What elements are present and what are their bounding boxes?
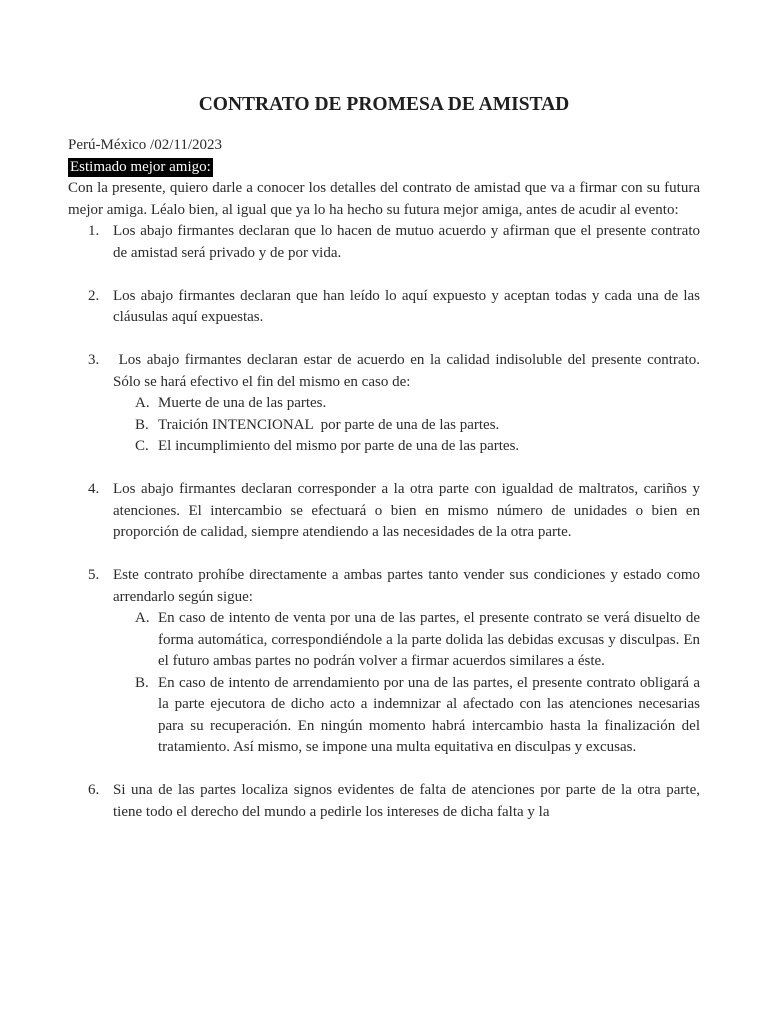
clause-3: [68, 350, 704, 393]
spacer: [68, 544, 700, 566]
clause-6: [68, 780, 700, 823]
date-line: Perú-México /02/11/2023: [68, 137, 223, 153]
intro-paragraph: Con la presente, quiero darle a conocer los detalles del contrato de amistad que va a firmar con su futura mejor amiga. Léalo bien, al igual que ya lo ha hecho su futura mejor amiga, antes de acudir al evento:: [68, 180, 700, 218]
clause-5-sub-b: [68, 673, 700, 759]
clause-text: Si una de las partes localiza signos evidentes de falta de atenciones por parte de la otra parte, tiene todo el derecho del mundo a pedirle los intereses de dicha falta y la: [113, 782, 700, 820]
spacer: [68, 264, 700, 286]
document-title: CONTRATO DE PROMESA DE AMISTAD: [198, 94, 570, 115]
sub-letter: A.: [135, 610, 150, 626]
greeting-highlight: Estimado mejor amigo:: [70, 158, 211, 175]
greeting-line: [68, 157, 700, 179]
sub-letter: B.: [135, 674, 149, 691]
spacer: [68, 329, 700, 351]
clause-number: 5.: [88, 567, 100, 583]
sub-text: En caso de intento de arrendamiento por una de las partes, el presente contrato obligará a la parte ejecutora de dicho acto a indemnizar al afectado con las atenciones necesarias para su recuperación. En ningún momento habrá intercambio hasta la finalización del tratamiento. Así mismo, se impone una multa equitativa en disculpas y excusas.: [158, 674, 700, 755]
clause-3-sub-c: [68, 436, 700, 458]
clause-5: [68, 565, 700, 608]
clause-number: 2.: [88, 287, 100, 304]
sub-text: En caso de intento de venta por una de las partes, el presente contrato se verá disuelto de forma automática, correspondiéndole a la parte dolida las debidas excusas y disculpas. En el futuro ambas partes no podrán volver a firmar acuerdos similares a éste.: [158, 610, 700, 669]
sub-text: El incumplimiento del mismo por parte de una de las partes.: [158, 438, 520, 454]
clause-number: 6.: [88, 782, 100, 798]
sub-letter: B.: [135, 416, 149, 433]
sub-text: Muerte de una de las partes.: [158, 395, 327, 411]
sub-text: Traición INTENCIONAL por parte de una de las partes.: [158, 416, 500, 433]
clause-text: Este contrato prohíbe directamente a ambas partes tanto vender sus condiciones y estado como arrendarlo según sigue:: [113, 567, 700, 605]
clause-3-sub-a: [68, 393, 700, 415]
spacer: [68, 759, 700, 781]
sub-letter: A.: [135, 395, 150, 411]
spacer: [68, 458, 700, 480]
clause-5-sub-a: [68, 608, 700, 673]
document-body: [68, 135, 704, 823]
clause-number: 4.: [88, 481, 100, 497]
sub-letter: C.: [135, 438, 149, 454]
clause-4: [68, 479, 700, 544]
clause-number: 1.: [88, 223, 100, 239]
clause-text: Los abajo firmantes declaran que lo hacen de mutuo acuerdo y afirman que el presente contrato de amistad será privado y de por vida.: [113, 223, 700, 261]
clause-number: 3.: [88, 352, 100, 368]
clause-list: [68, 221, 704, 823]
clause-text: Los abajo firmantes declaran estar de acuerdo en la calidad indisoluble del presente contrato. Sólo se hará efectivo el fin del mismo en caso de:: [113, 352, 704, 390]
clause-2: [68, 286, 700, 329]
clause-3-sub-b: [68, 415, 700, 437]
clause-text: Los abajo firmantes declaran corresponder a la otra parte con igualdad de maltratos, cariños y atenciones. El intercambio se efectuará o bien en mismo número de unidades o bien en proporción de calidad, siempre atendiendo a las necesidades de la otra parte.: [113, 481, 700, 540]
clause-1: [68, 221, 700, 264]
clause-text: Los abajo firmantes declaran que han leído lo aquí expuesto y aceptan todas y cada una de las cláusulas aquí expuestas.: [113, 287, 700, 325]
